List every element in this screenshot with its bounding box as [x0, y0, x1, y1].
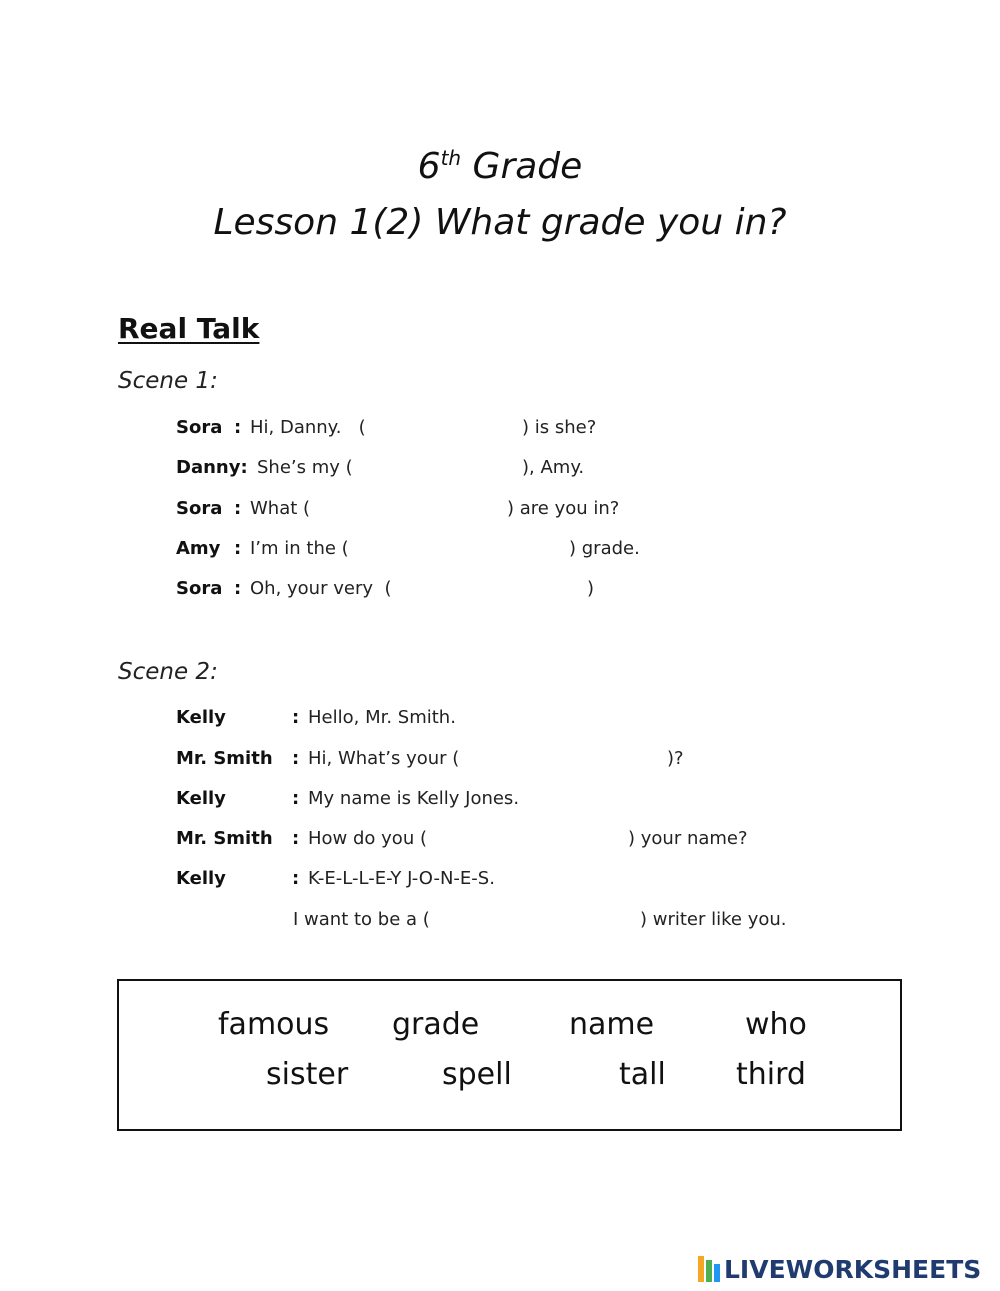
- line-text-start: I’m in the (: [250, 538, 349, 559]
- speaker-name: Kelly: [176, 788, 226, 809]
- scene-2-label: Scene 2:: [118, 659, 218, 685]
- scene-1-label: Scene 1:: [118, 368, 218, 394]
- speaker-name: Kelly: [176, 707, 226, 728]
- speaker-name: Sora: [176, 498, 223, 519]
- line-text-start: Hello, Mr. Smith.: [308, 707, 456, 728]
- word-bank-item: sister: [266, 1057, 349, 1092]
- line-text-start: How do you (: [308, 828, 427, 849]
- dialogue-line: [176, 538, 640, 564]
- line-text-start: Hi, What’s your (: [308, 748, 460, 769]
- speaker-colon: :: [234, 417, 242, 438]
- speaker-name: Mr. Smith: [176, 748, 273, 769]
- line-text-start: I want to be a (: [293, 909, 430, 930]
- dialogue-line: [176, 578, 595, 604]
- word-bank-item: grade: [392, 1007, 480, 1042]
- dialogue-line: [176, 828, 748, 854]
- word-bank-item: third: [736, 1057, 806, 1092]
- liveworksheets-watermark: [698, 1254, 981, 1284]
- word-bank-item: spell: [442, 1057, 512, 1092]
- watermark-text: LIVEWORKSHEETS: [724, 1254, 982, 1284]
- dialogue-line: [176, 909, 787, 935]
- speaker-name: Sora: [176, 578, 223, 599]
- speaker-colon: :: [234, 538, 242, 559]
- line-text-end: ), Amy.: [522, 457, 585, 478]
- dialogue-line: [176, 457, 585, 483]
- word-bank-item: who: [745, 1007, 807, 1042]
- line-text-start: She’s my (: [257, 457, 353, 478]
- word-bank-item: famous: [218, 1007, 330, 1042]
- line-text-end: ) are you in?: [507, 498, 620, 519]
- speaker-colon: :: [234, 578, 242, 599]
- dialogue-line: [176, 498, 620, 524]
- page-title: 6th Grade: [417, 146, 583, 187]
- line-text-start: K-E-L-L-E-Y J-O-N-E-S.: [308, 868, 495, 889]
- line-text-start: Oh, your very (: [250, 578, 392, 599]
- speaker-name: Danny:: [176, 457, 248, 478]
- liveworksheets-logo-icon: [698, 1256, 720, 1282]
- line-text-end: ) is she?: [522, 417, 597, 438]
- section-title: Real Talk: [118, 312, 260, 345]
- dialogue-line: [176, 868, 495, 894]
- speaker-colon: :: [292, 868, 300, 889]
- line-text-end: ): [587, 578, 595, 599]
- word-bank-item: name: [569, 1007, 655, 1042]
- dialogue-line: [176, 707, 456, 733]
- line-text-end: ) your name?: [628, 828, 748, 849]
- line-text-end: )?: [667, 748, 684, 769]
- lesson-subtitle: Lesson 1(2) What grade you in?: [213, 202, 787, 243]
- speaker-name: Kelly: [176, 868, 226, 889]
- speaker-name: Mr. Smith: [176, 828, 273, 849]
- line-text-start: My name is Kelly Jones.: [308, 788, 520, 809]
- line-text-start: Hi, Danny. (: [250, 417, 366, 438]
- speaker-colon: :: [292, 788, 300, 809]
- dialogue-line: [176, 788, 520, 814]
- word-bank: [117, 979, 902, 1131]
- line-text-end: ) grade.: [569, 538, 640, 559]
- line-text-start: What (: [250, 498, 311, 519]
- speaker-name: Sora: [176, 417, 223, 438]
- word-bank-item: tall: [619, 1057, 666, 1092]
- speaker-colon: :: [292, 707, 300, 728]
- speaker-colon: :: [234, 498, 242, 519]
- speaker-colon: :: [292, 748, 300, 769]
- dialogue-line: [176, 417, 597, 443]
- line-text-end: ) writer like you.: [640, 909, 787, 930]
- dialogue-line: [176, 748, 684, 774]
- speaker-colon: :: [292, 828, 300, 849]
- speaker-name: Amy: [176, 538, 221, 559]
